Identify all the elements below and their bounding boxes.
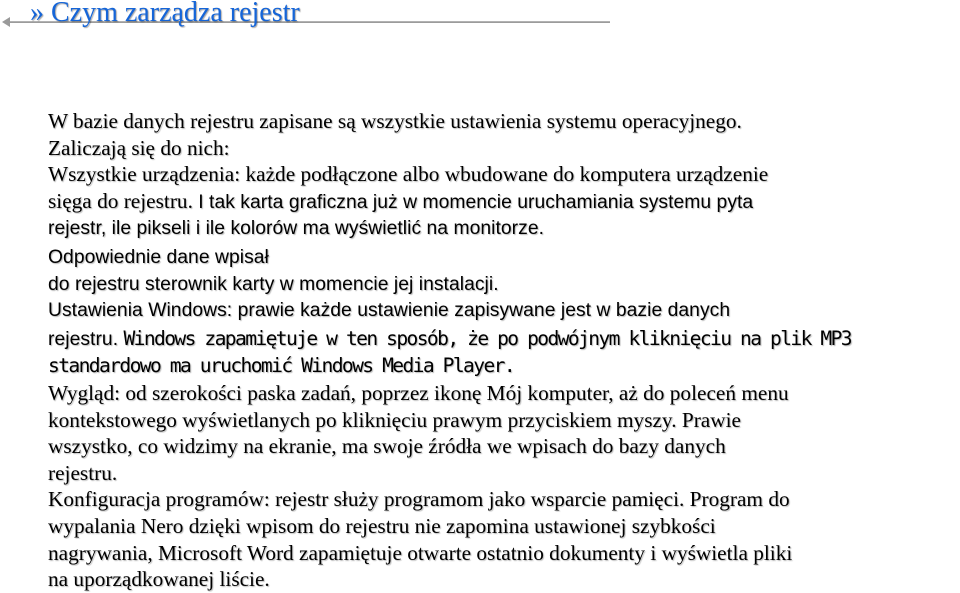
- body-line: Zaliczają się do nich:: [48, 135, 230, 160]
- text-segment: sięga do rejestru.: [48, 188, 193, 213]
- body-line: rejestr, ile pikseli i ile kolorów ma wyświetlić na monitorze.: [48, 218, 545, 240]
- body-line: [48, 325, 960, 354]
- slide-title: » Czym zarządza rejestr: [30, 0, 300, 28]
- body-line: standardowo ma uruchomić Windows Media Player.: [48, 354, 515, 378]
- text-segment: kontekstowego wyświetlanych po kliknięciu prawym przyciskiem myszy.: [48, 407, 677, 432]
- body-line: nagrywania, Microsoft Word zapamiętuje otwarte ostatnio dokumenty i wyświetla pliki: [48, 540, 793, 565]
- body-line: wszystko, co widzimy na ekranie, ma swoje źródła we wpisach do bazy danych: [48, 434, 726, 459]
- body-line: Wygląd: od szerokości paska zadań, poprzez ikonę Mój komputer, aż do poleceń menu: [48, 380, 789, 405]
- body-line: Ustawienia Windows: prawie każde ustawienie zapisywane jest w bazie danych: [48, 300, 731, 322]
- body-line: [48, 243, 960, 272]
- text-segment: Windows zapamiętuje w ten sposób, że po podwójnym kliknięciu na plik MP3: [123, 326, 851, 350]
- body-line: [48, 486, 960, 513]
- body-line: rejestru.: [48, 460, 118, 485]
- body-line: [48, 407, 960, 434]
- body-line: wypalania Nero dzięki wpisom do rejestru nie zapomina ustawionej szybkości: [48, 513, 716, 538]
- arrow-left-icon: [2, 17, 10, 27]
- body-line: Wszystkie urządzenia: każde podłączone albo wbudowane do komputera urządzenie: [48, 162, 769, 187]
- title-bar: [2, 0, 612, 34]
- slide-body: [48, 108, 960, 593]
- body-line: do rejestru sterownik karty w momencie jej instalacji.: [48, 273, 499, 295]
- text-segment: rejestru.: [48, 328, 119, 350]
- body-line: na uporządkowanej liście.: [48, 567, 270, 592]
- text-segment: Konfiguracja programów: rejestr służy programom jako wsparcie pamięci.: [48, 487, 685, 512]
- text-segment: Prawie: [681, 407, 741, 432]
- text-segment: Odpowiednie dane wpisał: [48, 246, 269, 268]
- body-line: [48, 188, 960, 217]
- body-line: W bazie danych rejestru zapisane są wszystkie ustawienia systemu operacyjnego.: [48, 109, 742, 133]
- text-segment: Program do: [689, 487, 790, 512]
- text-segment: I tak karta graficzna już w momencie uruchamiania systemu pyta: [198, 191, 754, 213]
